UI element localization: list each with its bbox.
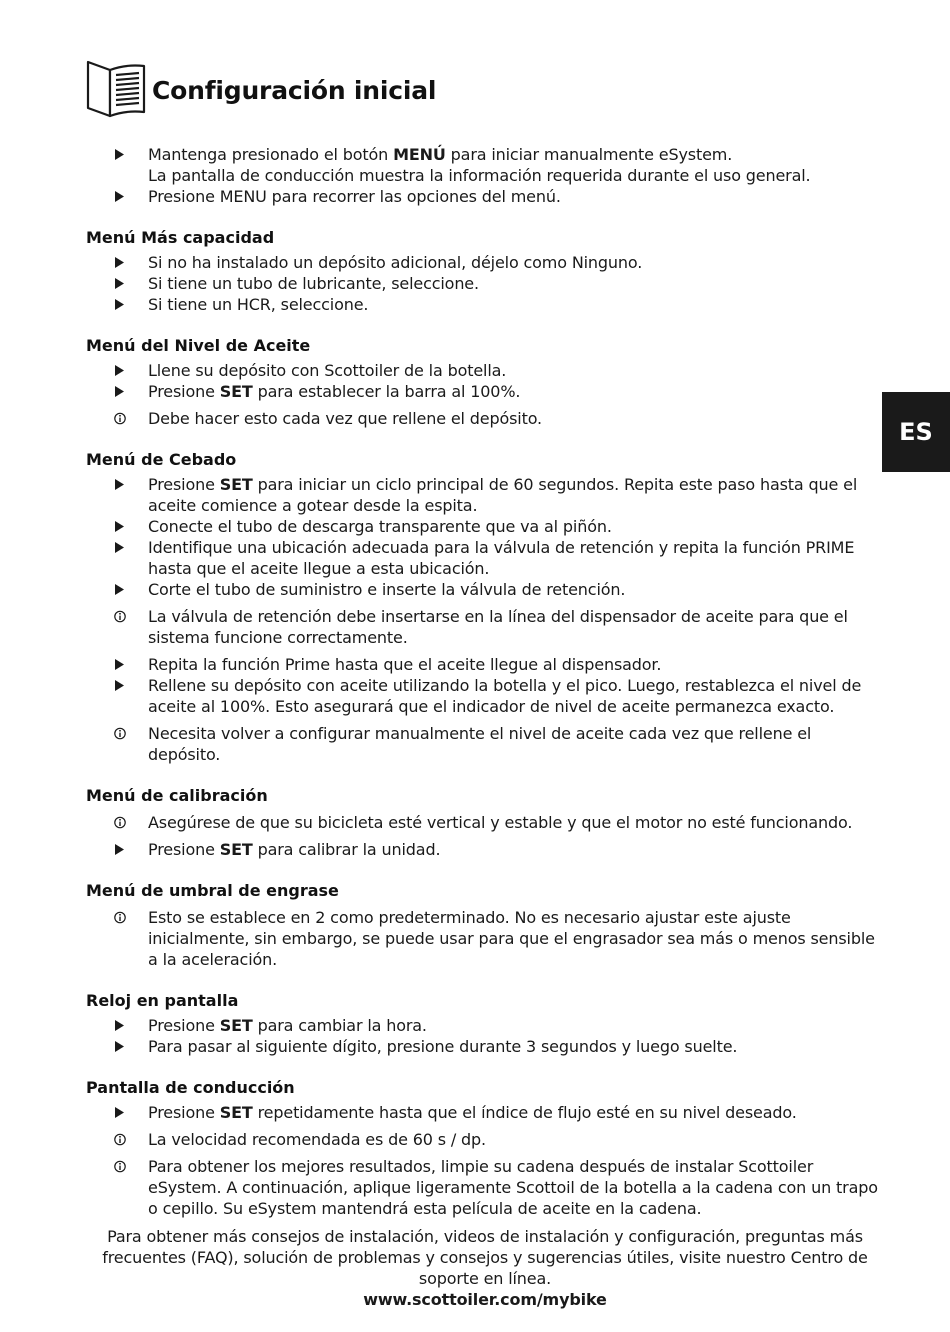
bullet-arrow-icon — [114, 478, 126, 491]
info-note — [86, 1156, 886, 1219]
item-text: Para pasar al siguiente dígito, presione durante 3 segundos y luego suelte. — [148, 1037, 738, 1056]
list-item — [86, 186, 886, 207]
menu-section — [86, 449, 886, 765]
item-text: La válvula de retención debe insertarse en la línea del dispensador de aceite para que el sistema funcione correctamente. — [148, 607, 848, 647]
open-book-icon — [86, 58, 148, 118]
info-icon — [114, 412, 126, 425]
item-text: La pantalla de conducción muestra la información requerida durante el uso general. — [148, 166, 811, 185]
item-text: repetidamente hasta que el índice de flujo esté en su nivel deseado. — [252, 1103, 797, 1122]
section-heading: Reloj en pantalla — [86, 991, 239, 1010]
item-text: Presione — [148, 382, 220, 401]
bullet-arrow-icon — [114, 583, 126, 596]
bullet-arrow-icon — [114, 1040, 126, 1053]
bullet-arrow-icon — [114, 658, 126, 671]
list-item — [86, 252, 886, 273]
bullet-arrow-icon — [114, 1019, 126, 1032]
list-item — [86, 381, 886, 402]
bullet-arrow-icon — [114, 520, 126, 533]
list-item — [86, 1015, 886, 1036]
section-heading: Menú de calibración — [86, 786, 268, 805]
section-list — [86, 812, 886, 860]
item-text: Identifique una ubicación adecuada para la válvula de retención y repita la función PRIME hasta que el aceite llegue a esta ubicación. — [148, 538, 855, 578]
item-text: Mantenga presionado el botón — [148, 145, 394, 164]
button-name: SET — [219, 1103, 253, 1122]
bullet-arrow-icon — [114, 843, 126, 856]
language-tab: ES — [882, 392, 950, 472]
section-list — [86, 360, 886, 429]
item-text: Si no ha instalado un depósito adicional, déjelo como Ninguno. — [148, 253, 643, 272]
item-text: para establecer la barra al 100%. — [252, 382, 521, 401]
list-item — [86, 1102, 886, 1123]
menu-section — [86, 227, 886, 315]
list-item — [86, 537, 886, 579]
bullet-arrow-icon — [114, 385, 126, 398]
item-text: Repita la función Prime hasta que el aceite llegue al dispensador. — [148, 655, 662, 674]
bullet-arrow-icon — [114, 1106, 126, 1119]
item-text: Presione — [148, 1016, 220, 1035]
support-url: www.scottoiler.com/mybike — [363, 1290, 607, 1309]
bullet-arrow-icon — [114, 190, 126, 203]
list-item — [86, 165, 886, 186]
info-note — [86, 1129, 886, 1150]
item-text: para calibrar la unidad. — [252, 840, 441, 859]
bullet-arrow-icon — [114, 277, 126, 290]
bullet-arrow-icon — [114, 256, 126, 269]
info-icon — [114, 610, 126, 623]
info-icon — [114, 1133, 126, 1146]
button-name: SET — [219, 475, 253, 494]
info-note — [86, 812, 886, 833]
item-text: Presione MENU para recorrer las opciones del menú. — [148, 187, 561, 206]
list-item — [86, 516, 886, 537]
item-text: Si tiene un HCR, seleccione. — [148, 295, 369, 314]
item-text: Rellene su depósito con aceite utilizando la botella y el pico. Luego, restablezca el nivel de aceite al 100%. Esto asegurará que el indicador de nivel de aceite permanezca exacto. — [148, 676, 862, 716]
list-item — [86, 144, 886, 165]
item-text: para iniciar manualmente eSystem. — [445, 145, 733, 164]
list-item — [86, 273, 886, 294]
item-text: Conecte el tubo de descarga transparente que va al piñón. — [148, 517, 612, 536]
section-list — [86, 907, 886, 970]
list-item — [86, 474, 886, 516]
section-list — [86, 252, 886, 315]
info-icon — [114, 727, 126, 740]
bullet-arrow-icon — [114, 679, 126, 692]
bullet-arrow-icon — [114, 364, 126, 377]
list-item — [86, 294, 886, 315]
list-item — [86, 1036, 886, 1057]
intro-list — [86, 144, 886, 207]
info-icon — [114, 911, 126, 924]
menu-section — [86, 785, 886, 860]
bullet-arrow-icon — [114, 148, 126, 161]
item-text: Presione — [148, 1103, 220, 1122]
footer-text: Para obtener más consejos de instalación, videos de instalación y configuración, preguntas más frecuentes (FAQ), solución de problemas y consejos y sugerencias útiles, visite nuestro Centro de soporte en línea. — [102, 1227, 868, 1288]
section-heading: Menú de umbral de engrase — [86, 881, 339, 900]
list-item — [86, 579, 886, 600]
button-name: SET — [219, 840, 253, 859]
menu-section — [86, 335, 886, 429]
button-name: SET — [219, 382, 253, 401]
section-list — [86, 474, 886, 765]
list-item — [86, 839, 886, 860]
item-text: para iniciar un ciclo principal de 60 segundos. Repita este paso hasta que el aceite comience a gotear desde la espita. — [148, 475, 858, 515]
page-title: Configuración inicial — [152, 76, 437, 105]
info-note — [86, 723, 886, 765]
info-icon — [114, 1160, 126, 1173]
item-text: para cambiar la hora. — [252, 1016, 427, 1035]
bullet-arrow-icon — [114, 298, 126, 311]
item-text: Presione — [148, 475, 220, 494]
item-text: Debe hacer esto cada vez que rellene el depósito. — [148, 409, 542, 428]
instructions-body — [86, 140, 886, 1225]
section-list — [86, 1102, 886, 1219]
item-text: Llene su depósito con Scottoiler de la botella. — [148, 361, 507, 380]
list-item — [86, 360, 886, 381]
section-list — [86, 1015, 886, 1057]
item-text: Presione — [148, 840, 220, 859]
info-note — [86, 408, 886, 429]
section-heading: Menú Más capacidad — [86, 228, 275, 247]
bullet-arrow-icon — [114, 541, 126, 554]
menu-section — [86, 990, 886, 1057]
info-icon — [114, 816, 126, 829]
item-text: Si tiene un tubo de lubricante, seleccione. — [148, 274, 479, 293]
button-name: SET — [219, 1016, 253, 1035]
list-item — [86, 675, 886, 717]
footer — [70, 1226, 900, 1310]
list-item — [86, 654, 886, 675]
item-text: Asegúrese de que su bicicleta esté vertical y estable y que el motor no esté funcionando. — [148, 813, 853, 832]
menu-section — [86, 1077, 886, 1219]
item-text: Para obtener los mejores resultados, limpie su cadena después de instalar Scottoiler eSystem. A continuación, aplique ligeramente Scottoil de la botella a la cadena con un trapo o cepillo. Su eSystem mantendrá esta película de aceite en la cadena. — [148, 1157, 878, 1218]
item-text: Necesita volver a configurar manualmente el nivel de aceite cada vez que rellene el depósito. — [148, 724, 812, 764]
item-text: La velocidad recomendada es de 60 s / dp. — [148, 1130, 486, 1149]
info-note — [86, 606, 886, 648]
item-text: Corte el tubo de suministro e inserte la válvula de retención. — [148, 580, 626, 599]
section-heading: Pantalla de conducción — [86, 1078, 295, 1097]
section-heading: Menú del Nivel de Aceite — [86, 336, 311, 355]
menu-section — [86, 880, 886, 970]
item-text: Esto se establece en 2 como predeterminado. No es necesario ajustar este ajuste inicialmente, sin embargo, se puede usar para que el engrasador sea más o menos sensible a la aceleración. — [148, 908, 875, 969]
button-name: MENÚ — [393, 145, 446, 164]
section-heading: Menú de Cebado — [86, 450, 237, 469]
info-note — [86, 907, 886, 970]
